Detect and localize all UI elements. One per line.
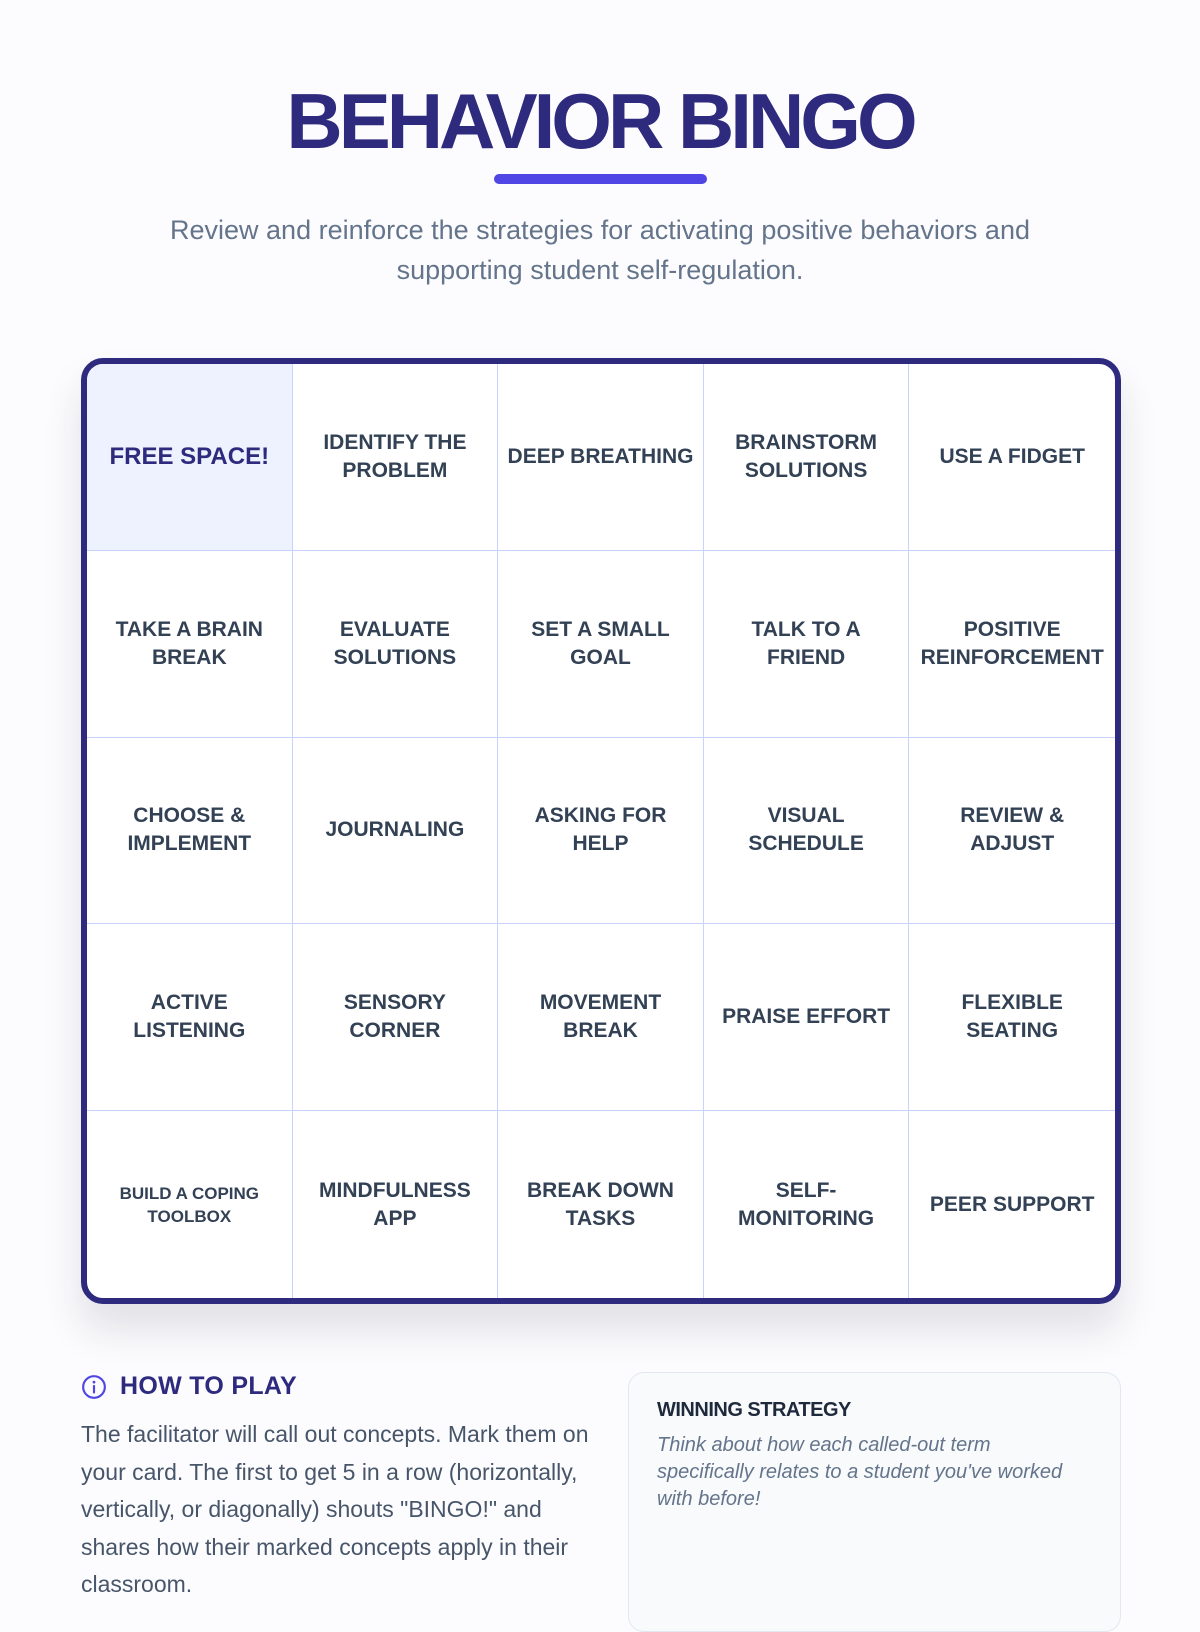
title-underline [494, 174, 707, 184]
how-to-play-title: HOW TO PLAY [120, 1372, 297, 1400]
winning-strategy-title: WINNING STRATEGY [657, 1399, 851, 1421]
winning-strategy-text: Think about how each called-out term specifically relates to a student you've worked with before! [657, 1434, 1063, 1510]
bingo-cell[interactable]: TALK TO A FRIEND [704, 551, 910, 738]
bingo-cell[interactable]: DEEP BREATHING [498, 364, 704, 551]
info-icon [81, 1374, 107, 1400]
bingo-cell[interactable]: MINDFULNESS APP [293, 1111, 499, 1298]
bingo-cell[interactable]: JOURNALING [293, 738, 499, 925]
page-subtitle: Review and reinforce the strategies for activating positive behaviors and supporting student self-regulation. [170, 215, 1030, 285]
how-to-play-text: The facilitator will call out concepts. Mark them on your card. The first to get 5 in a row (horizontally, vertically, or diagonally) shouts "BINGO!" and shares how their marked concepts apply in their classroom. [81, 1421, 589, 1597]
bingo-cell[interactable]: REVIEW & ADJUST [909, 738, 1115, 925]
bingo-cell[interactable]: BUILD A COPING TOOLBOX [87, 1111, 293, 1298]
how-to-play-header [81, 1372, 297, 1401]
bingo-cell[interactable]: ASKING FOR HELP [498, 738, 704, 925]
bingo-cell[interactable]: CHOOSE & IMPLEMENT [87, 738, 293, 925]
page-title: BEHAVIOR BINGO [286, 77, 914, 165]
bingo-cell[interactable]: VISUAL SCHEDULE [704, 738, 910, 925]
bingo-cell[interactable]: SENSORY CORNER [293, 924, 499, 1111]
bingo-cell[interactable]: MOVEMENT BREAK [498, 924, 704, 1111]
bingo-cell[interactable]: EVALUATE SOLUTIONS [293, 551, 499, 738]
bingo-card [81, 358, 1121, 1304]
bingo-cell[interactable]: ACTIVE LISTENING [87, 924, 293, 1111]
bingo-cell[interactable]: SET A SMALL GOAL [498, 551, 704, 738]
bingo-cell[interactable]: BREAK DOWN TASKS [498, 1111, 704, 1298]
bingo-cell[interactable]: FLEXIBLE SEATING [909, 924, 1115, 1111]
bingo-cell[interactable]: IDENTIFY THE PROBLEM [293, 364, 499, 551]
bingo-cell[interactable]: POSITIVE REINFORCEMENT [909, 551, 1115, 738]
bingo-cell[interactable]: BRAINSTORM SOLUTIONS [704, 364, 910, 551]
bingo-cell[interactable]: TAKE A BRAIN BREAK [87, 551, 293, 738]
winning-strategy-box [628, 1372, 1121, 1632]
bingo-grid [87, 364, 1115, 1298]
bingo-cell[interactable]: USE A FIDGET [909, 364, 1115, 551]
bingo-cell-free-space[interactable]: FREE SPACE! [87, 364, 293, 551]
bingo-cell[interactable]: PEER SUPPORT [929, 1192, 1095, 1216]
bingo-cell[interactable]: PRAISE EFFORT [704, 924, 910, 1111]
bingo-cell[interactable]: SELF-MONITORING [704, 1111, 910, 1298]
